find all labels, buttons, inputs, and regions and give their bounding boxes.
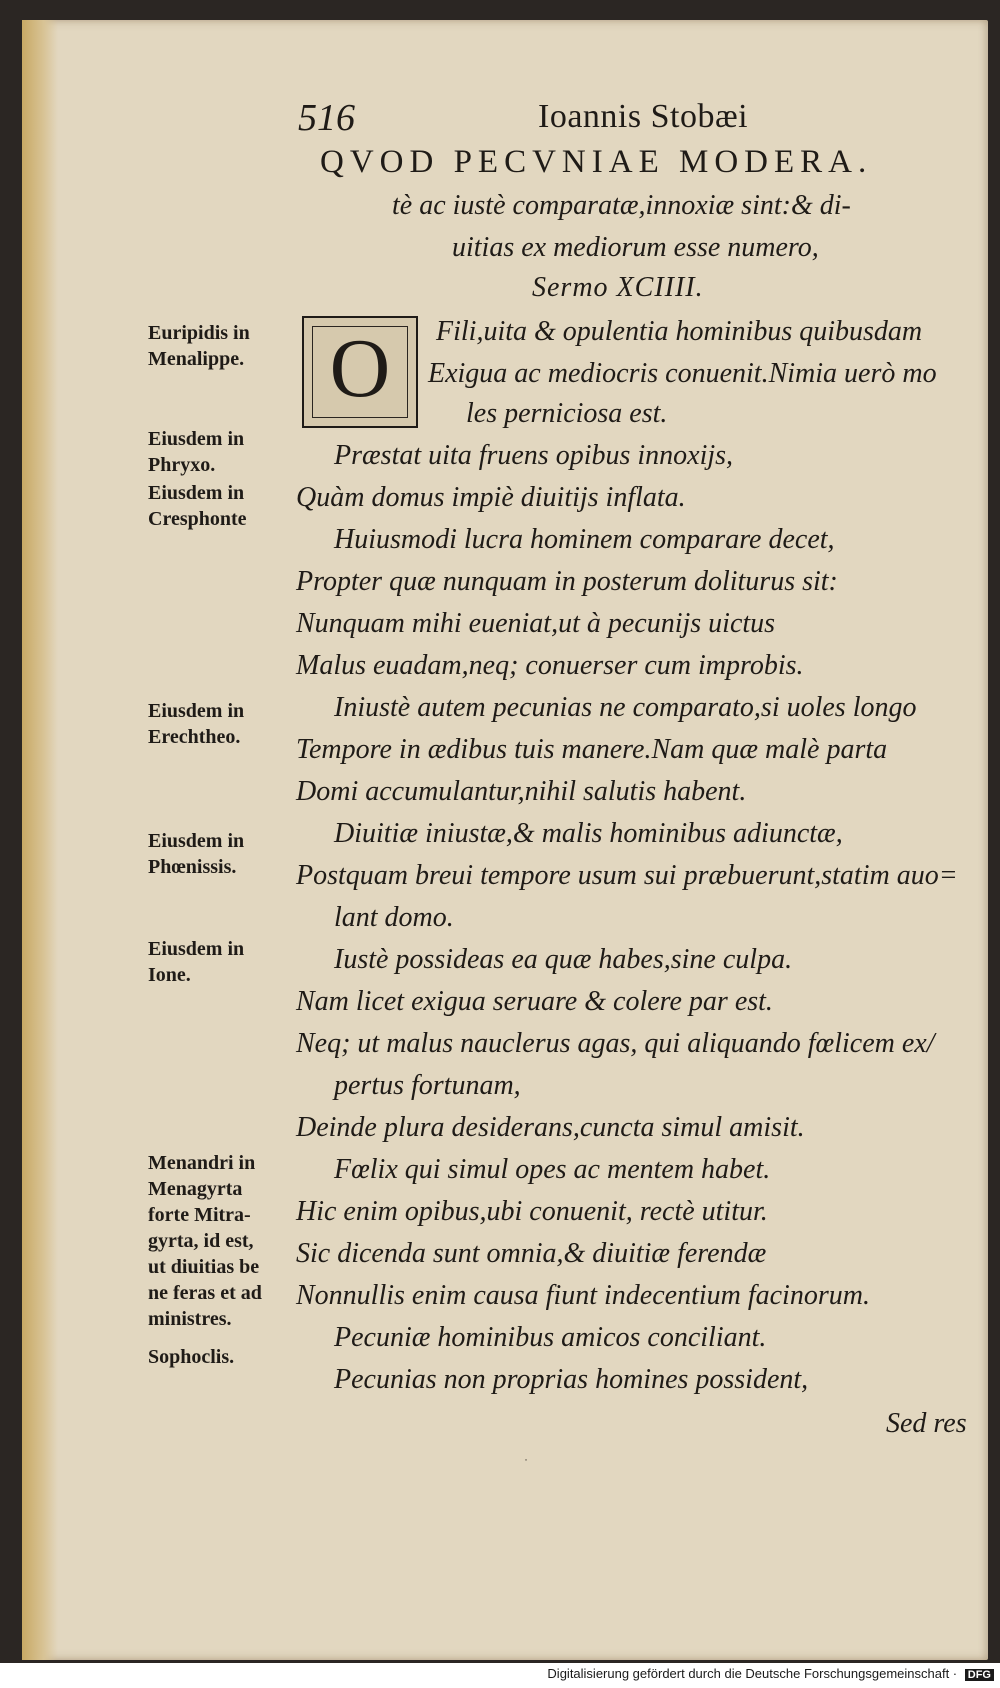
margin-note: Menagyrta xyxy=(148,1178,243,1200)
margin-note: Phœnissis. xyxy=(148,856,237,878)
sermo-number: Sermo XCIIII. xyxy=(532,272,704,303)
dfg-logo: DFG xyxy=(965,1669,994,1681)
text-line: Propter quæ nunquam in posterum doliturus sit: xyxy=(296,566,838,597)
text-line: pertus fortunam, xyxy=(334,1070,521,1101)
margin-note: Cresphonte xyxy=(148,508,247,530)
catchword: Sed res xyxy=(886,1408,967,1439)
running-head: Ioannis Stobæi xyxy=(538,98,749,135)
margin-note: Euripidis in xyxy=(148,322,250,344)
text-line: Domi accumulantur,nihil salutis habent. xyxy=(296,776,747,807)
text-line: Fili,uita & opulentia hominibus quibusdam xyxy=(436,316,923,347)
margin-note: Sophoclis. xyxy=(148,1346,235,1368)
text-line: Iustè possideas ea quæ habes,sine culpa. xyxy=(334,944,793,975)
text-line: Malus euadam,neq; conuerser cum improbis. xyxy=(296,650,804,681)
text-line: Præstat uita fruens opibus innoxijs, xyxy=(334,440,734,471)
margin-note: Ione. xyxy=(148,964,191,986)
text-line: Pecuniæ hominibus amicos conciliant. xyxy=(334,1322,767,1353)
margin-note: Eiusdem in xyxy=(148,700,245,722)
text-line: les perniciosa est. xyxy=(466,398,668,429)
text-line: Nunquam mihi eueniat,ut à pecunijs uictus xyxy=(296,608,776,639)
text-line: Pecunias non proprias homines possident, xyxy=(334,1364,809,1395)
margin-note: gyrta, id est, xyxy=(148,1230,254,1252)
chapter-title-line: tè ac iustè comparatæ,innoxiæ sint:& di- xyxy=(392,190,851,221)
footer-credit xyxy=(547,1666,994,1681)
text-line: Tempore in ædibus tuis manere.Nam quæ malè parta xyxy=(296,734,888,765)
margin-note: ministres. xyxy=(148,1308,232,1330)
margin-note: forte Mitra- xyxy=(148,1204,251,1226)
text-line: Fœlix qui simul opes ac mentem habet. xyxy=(334,1154,771,1185)
text-line: Neq; ut malus nauclerus agas, qui aliquando fœlicem ex/ xyxy=(296,1028,935,1059)
margin-note: Phryxo. xyxy=(148,454,216,476)
text-line: Hic enim opibus,ubi conuenit, rectè utitur. xyxy=(296,1196,768,1227)
margin-note: Erechtheo. xyxy=(148,726,241,748)
text-line: Postquam breui tempore usum sui præbuerunt,statim auo= xyxy=(296,860,958,891)
stray-mark: ˙ xyxy=(524,1456,528,1470)
initial-letter: O xyxy=(329,322,391,415)
text-line: Iniustè autem pecunias ne comparato,si uoles longo xyxy=(334,692,917,723)
margin-note: ut diuitias be xyxy=(148,1256,260,1278)
margin-note: Eiusdem in xyxy=(148,830,245,852)
decorated-initial xyxy=(302,316,418,428)
chapter-title-line: uitias ex mediorum esse numero, xyxy=(452,232,819,263)
text-line: Exigua ac mediocris conuenit.Nimia uerò mo xyxy=(428,358,937,389)
text-line: Nonnullis enim causa fiunt indecentium facinorum. xyxy=(296,1280,870,1311)
chapter-title: QVOD PECVNIAE MODERA. xyxy=(320,144,873,180)
text-line: Deinde plura desiderans,cuncta simul amisit. xyxy=(296,1112,805,1143)
page-gutter xyxy=(22,20,58,1660)
margin-note: Eiusdem in xyxy=(148,428,245,450)
margin-note: Eiusdem in xyxy=(148,482,245,504)
margin-note: Menandri in xyxy=(148,1152,256,1174)
text-line: lant domo. xyxy=(334,902,454,933)
text-line: Nam licet exigua seruare & colere par est. xyxy=(296,986,773,1017)
text-line: Huiusmodi lucra hominem comparare decet, xyxy=(334,524,835,555)
margin-note: Eiusdem in xyxy=(148,938,245,960)
footer-text: Digitalisierung gefördert durch die Deutsche Forschungsgemeinschaft · xyxy=(547,1666,958,1681)
margin-note: Menalippe. xyxy=(148,348,245,370)
page-header xyxy=(298,96,958,140)
text-line: Diuitiæ iniustæ,& malis hominibus adiunctæ, xyxy=(334,818,843,849)
margin-note: ne feras et ad xyxy=(148,1282,262,1304)
text-line: Quàm domus impiè diuitijs inflata. xyxy=(296,482,686,513)
page-number: 516 xyxy=(298,97,355,139)
text-line: Sic dicenda sunt omnia,& diuitiæ ferendæ xyxy=(296,1238,767,1269)
